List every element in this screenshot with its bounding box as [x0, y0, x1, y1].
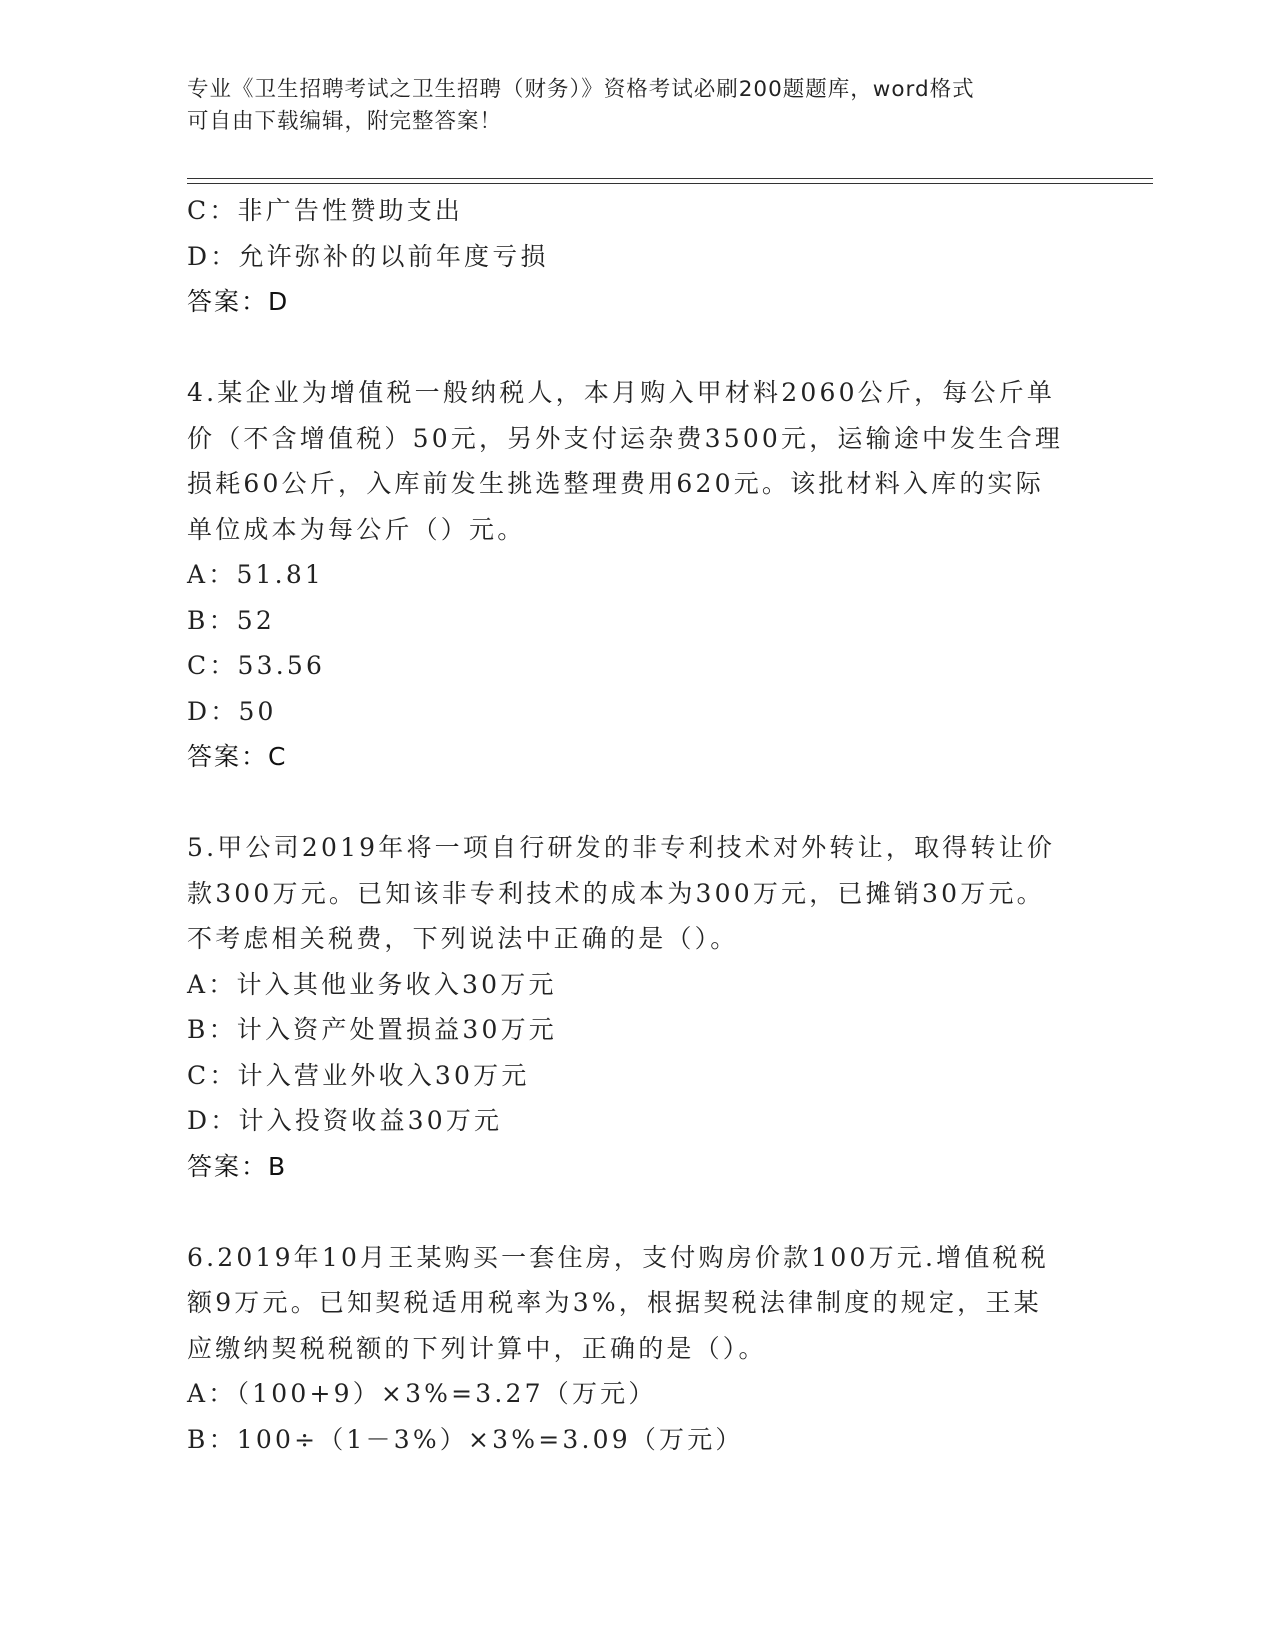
question-stem-line: 价（不含增值税）50元，另外支付运杂费3500元，运输途中发生合理 [187, 423, 1064, 453]
header-line-1: 专业《卫生招聘考试之卫生招聘（财务）》资格考试必刷200题题库，word格式 [187, 77, 975, 102]
header-line-2: 可自由下载编辑，附完整答案！ [187, 109, 503, 134]
question-stem-line: 4.某企业为增值税一般纳税人，本月购入甲材料2060公斤，每公斤单 [187, 378, 1056, 407]
spacer [187, 1189, 1087, 1235]
option-c: C：非广告性赞助支出 [187, 196, 464, 225]
option-c: C：53.56 [187, 651, 326, 680]
option-b: B：计入资产处置损益30万元 [187, 1015, 557, 1044]
option-c: C：计入营业外收入30万元 [187, 1060, 530, 1090]
header-divider-top [187, 178, 1153, 179]
option-b: B：52 [187, 605, 275, 635]
option-d: D：允许弥补的以前年度亏损 [187, 241, 549, 271]
header-divider-bottom [187, 183, 1153, 184]
question-3-tail [187, 188, 1087, 325]
answer-line: 答案：D [187, 287, 290, 316]
question-stem-line: 应缴纳契税税额的下列计算中，正确的是（）。 [187, 1333, 767, 1363]
option-d: D：50 [187, 696, 277, 726]
option-d: D：计入投资收益30万元 [187, 1106, 503, 1135]
question-stem-line: 损耗60公斤，入库前发生挑选整理费用620元。该批材料入库的实际 [187, 469, 1044, 498]
option-a: A：计入其他业务收入30万元 [187, 969, 557, 999]
option-b: B：100÷（1－3%）×3%=3.09（万元） [187, 1424, 744, 1454]
question-stem-line: 单位成本为每公斤（）元。 [187, 514, 526, 544]
question-6 [187, 1235, 1087, 1463]
option-a: A：（100+9）×3%=3.27（万元） [187, 1379, 657, 1408]
question-stem-line: 不考虑相关税费，下列说法中正确的是（）。 [187, 924, 739, 953]
question-stem-line: 6.2019年10月王某购买一套住房，支付购房价款100万元.增值税税 [187, 1242, 1049, 1272]
question-5 [187, 825, 1087, 1189]
spacer [187, 780, 1087, 826]
question-stem-line: 5.甲公司2019年将一项自行研发的非专利技术对外转让，取得转让价 [187, 833, 1056, 862]
spacer [187, 325, 1087, 371]
question-stem-line: 额9万元。已知契税适用税率为3%，根据契税法律制度的规定，王某 [187, 1288, 1042, 1317]
question-stem-line: 款300万元。已知该非专利技术的成本为300万元，已摊销30万元。 [187, 878, 1045, 908]
option-a: A：51.81 [187, 560, 325, 589]
question-list [187, 188, 1087, 1462]
question-4 [187, 370, 1087, 780]
answer-line: 答案：C [187, 742, 288, 771]
page-header [187, 74, 1067, 138]
answer-line: 答案：B [187, 1151, 288, 1181]
